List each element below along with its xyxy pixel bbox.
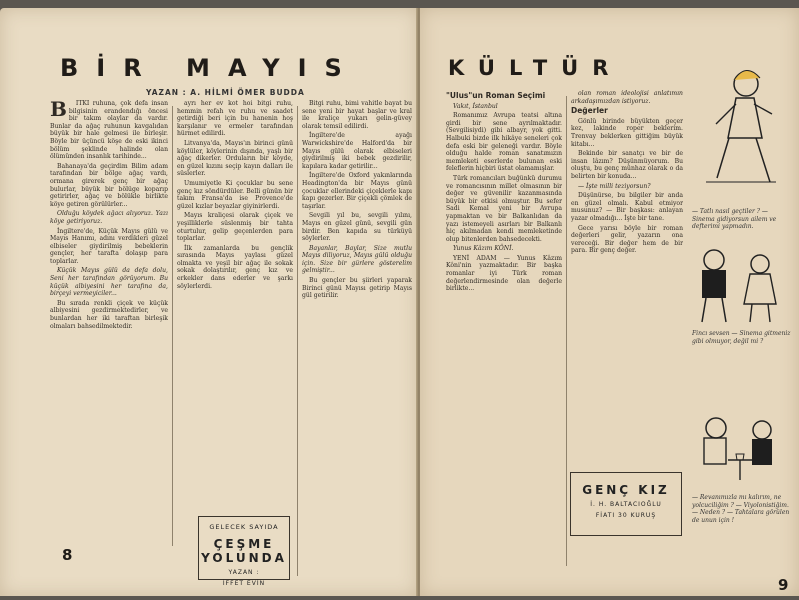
column-rule (297, 106, 298, 576)
cartoon-caption-2: Fincı sevsen — Sinema gitmeniz gibi olmuyor, değil mi ? (692, 330, 791, 345)
left-page (0, 8, 418, 596)
column-rule (172, 106, 173, 546)
paragraph: İngiltere'de ayağı Warwickshire'de Halford'da bir Mayıs gülü olarak elbiseleri giydirilmiş iki bebek gezdirilir, kapılara kadar getirilir... (302, 132, 412, 170)
paragraph: İngiltere'de Oxford yakınlarında Headington'da bir Mayıs günü çocuklar ellerindeki çiçeklerle kapı kapı gezerler. Bir çiçekli çömlek de taşırlar. (302, 172, 412, 210)
paragraph: — İşte milli teziyorsun? (578, 182, 651, 190)
signature: Yunus Kâzım KÖNİ. (453, 245, 514, 253)
next-issue-title: ÇEŞME YOLUNDA (201, 537, 287, 565)
book-ad-author: İ. H. BALTACIOĞLU (590, 501, 662, 508)
cartoon-caption-3: — Revanımızla mı kalırım, ne yolcuciliğim ? — Viyolonistiğim. — Neden ? — Tahtalara görülen de unun için ! (692, 494, 790, 524)
paragraph: İTKİ ruhuna, çok defa insan bilgisinin erandendığı öncesi bir takım olaylar da vardır. Bunlar da ağaç ruhunun kavgalıdan büyük bir hale gelmesi ile birleşir. Böyle bir üçüncü köşe de eski ikinci bölüm şeklinde halinde olan ölümünden insanlık tarihinde... (50, 100, 168, 161)
verse: Olduğu köydek ağacı alıyoruz. Yazı köye getiriyoruz. (50, 210, 168, 225)
paragraph: Vakıt, İstanbul (453, 102, 498, 110)
column-heading: "Ulus"un Roman Seçimi (446, 91, 546, 100)
column-rule (566, 96, 567, 566)
right-column-2 (571, 90, 683, 466)
paragraph: Bahanaya'da geçirdim Bilim adam tarafından bir bölge ağaç vardı, ormana girerek genç bir ağaç bulurlar, büyük bir bölüge koparıp getirirler, ağaç ve bölükle birlikte köye getiren görülürler... (50, 162, 168, 208)
paragraph: olan roman ideolojisi anlatımın arkadaşımızdan istiyoruz. (571, 90, 683, 105)
cartoon-couple-illustration (692, 238, 787, 328)
page-number: 9 (778, 576, 789, 594)
next-issue-box (198, 516, 290, 587)
paragraph: Türk romancıları buğünkü durumu ve romancısının millet olmasının bir değer ve güvenilir kazanmasında büyük bir etkisi olmuştur. Bu sefer Sadi Kemal yeni bir Avrupa yapmaktan ve bir Balkanlıdan da yazı istemeyeli asırları bir Balkanlı hiç akılmadan kendi memleketinde olup bitenlerden bahsedecekti. (446, 174, 562, 243)
cartoon-cafe-illustration (692, 408, 787, 488)
verse: Bayanlar, Baylar, Size mutlu Mayıs diliyoruz, Mayıs gülü olduğu için. Size bir gürlere gösterelim gelmiştir... (302, 244, 412, 275)
paragraph: Mayıs kraliçesi olarak çiçek ve yeşilliklerle süslenmiş bir tahta oturtulur, gelip geçenlerden para toplarlar. (177, 212, 293, 243)
paragraph: Romanımız Avrupa teatsi altına girdi bir sene ayrılmaktadır. (Sevgilisiydi) gibi albayr, yok gitti. Halbuki bizde ilk hikâye seneleri çok defa eski bir geleneği vardır. Böyle olduğu halde roman sanatımızın memleketi eserlerde bulunan eski feleflerin hiçbiri üstat olamamışlar. (446, 112, 562, 173)
article-byline: YAZAN : A. HİLMİ ÖMER BUDDA (146, 88, 305, 97)
cartoon-caption-1: — Tatlı nasıl geçtiler ? — Sinema gidiyorsun ailem ve defterimi yapmadın. (692, 208, 777, 230)
paragraph: İlk zamanlarda bu gençlik sırasında Mayıs yaylası güzel olmakta ve yeşil bir ağaç ile sokak sokak dolaştırılır, genç kız ve erkekler dans ederler ve şarkı söylerlerdi. (177, 244, 293, 290)
paragraph: Gece yarısı böyle bir roman değerleri gelir, yazarın ona vereceği. Bir değer hem de bir para. Bir genç değer. (571, 224, 683, 255)
paragraph: Bekinde bir sanatçı ve bir de insan lâzım? Düşünmüyorum. Bu oluştu, bu genç münhaz olarak o da belirten bir konuda... (571, 150, 683, 180)
left-column-2 (177, 100, 293, 510)
cartoon-woman-illustration (696, 56, 786, 206)
book-ad-box (570, 472, 682, 536)
book-ad-title: GENÇ KIZ (582, 483, 670, 497)
verse: Küçük Mayıs gülü da defa dolu, Seni her tarafından görüyorum. Bu küçük albiyesini her tarafına da, birçeyi vermeyiciler... (50, 267, 168, 298)
paragraph: YENİ ADAM — Yunus Kâzım Kôni'nin yazmaktadır. Bir başka romanlar iyi Türk roman değerlendirmesinde olan değerle birlikte... (446, 254, 562, 293)
page-number: 8 (62, 546, 73, 564)
next-issue-author: İFFET EVİN (222, 580, 266, 587)
paragraph: İngiltere'de, Küçük Mayıs gülü ve Mayıs Hanımı, adını verdikleri güzel elbiseler giydirilmiş bebeklerin gençler, her tarafta dolaşıp para toplarlar. (50, 227, 168, 265)
paragraph: Bitgi ruhu, bimi vahitle bayat bu sene yeni bir hayat başlar ve kral ile kraliçe yukarı gelin-güvey olarak temsil edilirdi. (302, 100, 412, 130)
left-column-3 (302, 100, 412, 578)
next-issue-label: GELECEK SAYIDA (209, 523, 279, 531)
section-title: KÜLTÜR (448, 56, 623, 80)
drop-cap: B (50, 100, 67, 121)
paragraph: Umumiyetle Ki çocuklar bu sene genç kız söndürdüler. Belli günün bir takım Fransa'da ise Provence'de güzel kızlar beyazlar giyinirlerdi. (177, 179, 293, 210)
paragraph: Düşünürse, bu bilgiler bir anda en güzel olmalı. Kabul etmiyor musunuz? — Bir başkası: anlayan yazar olmadığı... İşte bir tane. (571, 192, 683, 222)
column-heading: Değerler (571, 106, 608, 116)
right-page (420, 8, 799, 596)
paragraph: ayrı her ev kot hoi bitgi ruhu, hemmin refah ve ruhu ve saadet getirdiği beri için bu hanenin hoş karşılanır ve ermeler tarafından hürmet edilirdi. (177, 100, 293, 138)
article-title: BİR MAYIS (60, 54, 360, 82)
paragraph: Sevgili yıl bu, sevgili yılını, Mayıs en güzel günü, sevgili gün birdir. Ben kapıda su türküyü söylerler. (302, 212, 412, 243)
paragraph: Litvanya'da, Mayıs'ın birinci günü köylüler, köylerinin dışında, yaşlı bir ağaç dikerler. Orduların bir köyde, en güzel kızını seçip kayın dalları ile süslerler. (177, 139, 293, 178)
right-column-1 (446, 90, 562, 578)
book-ad-price: FİATI 30 KURUŞ (595, 512, 657, 519)
next-issue-author-label: YAZAN : (228, 569, 260, 576)
paragraph: Gönlü birinde büyükten geçer kez, lakinde roper beklerim. Trenvay beklerken gittiğim büyük kitabı... (571, 117, 683, 148)
left-column-1 (50, 100, 168, 570)
paragraph: Bu sırada renkli çiçek ve küçük albiyesini gezdirmektedirler, ve bunlardan her iki taraftan birleşik olmaları bahsedilmektedir. (50, 299, 168, 330)
paragraph: Bu gençler bu şiirleri yaparak Birinci günü Mayısı getirip Mayıs gül getirilir. (302, 277, 412, 300)
